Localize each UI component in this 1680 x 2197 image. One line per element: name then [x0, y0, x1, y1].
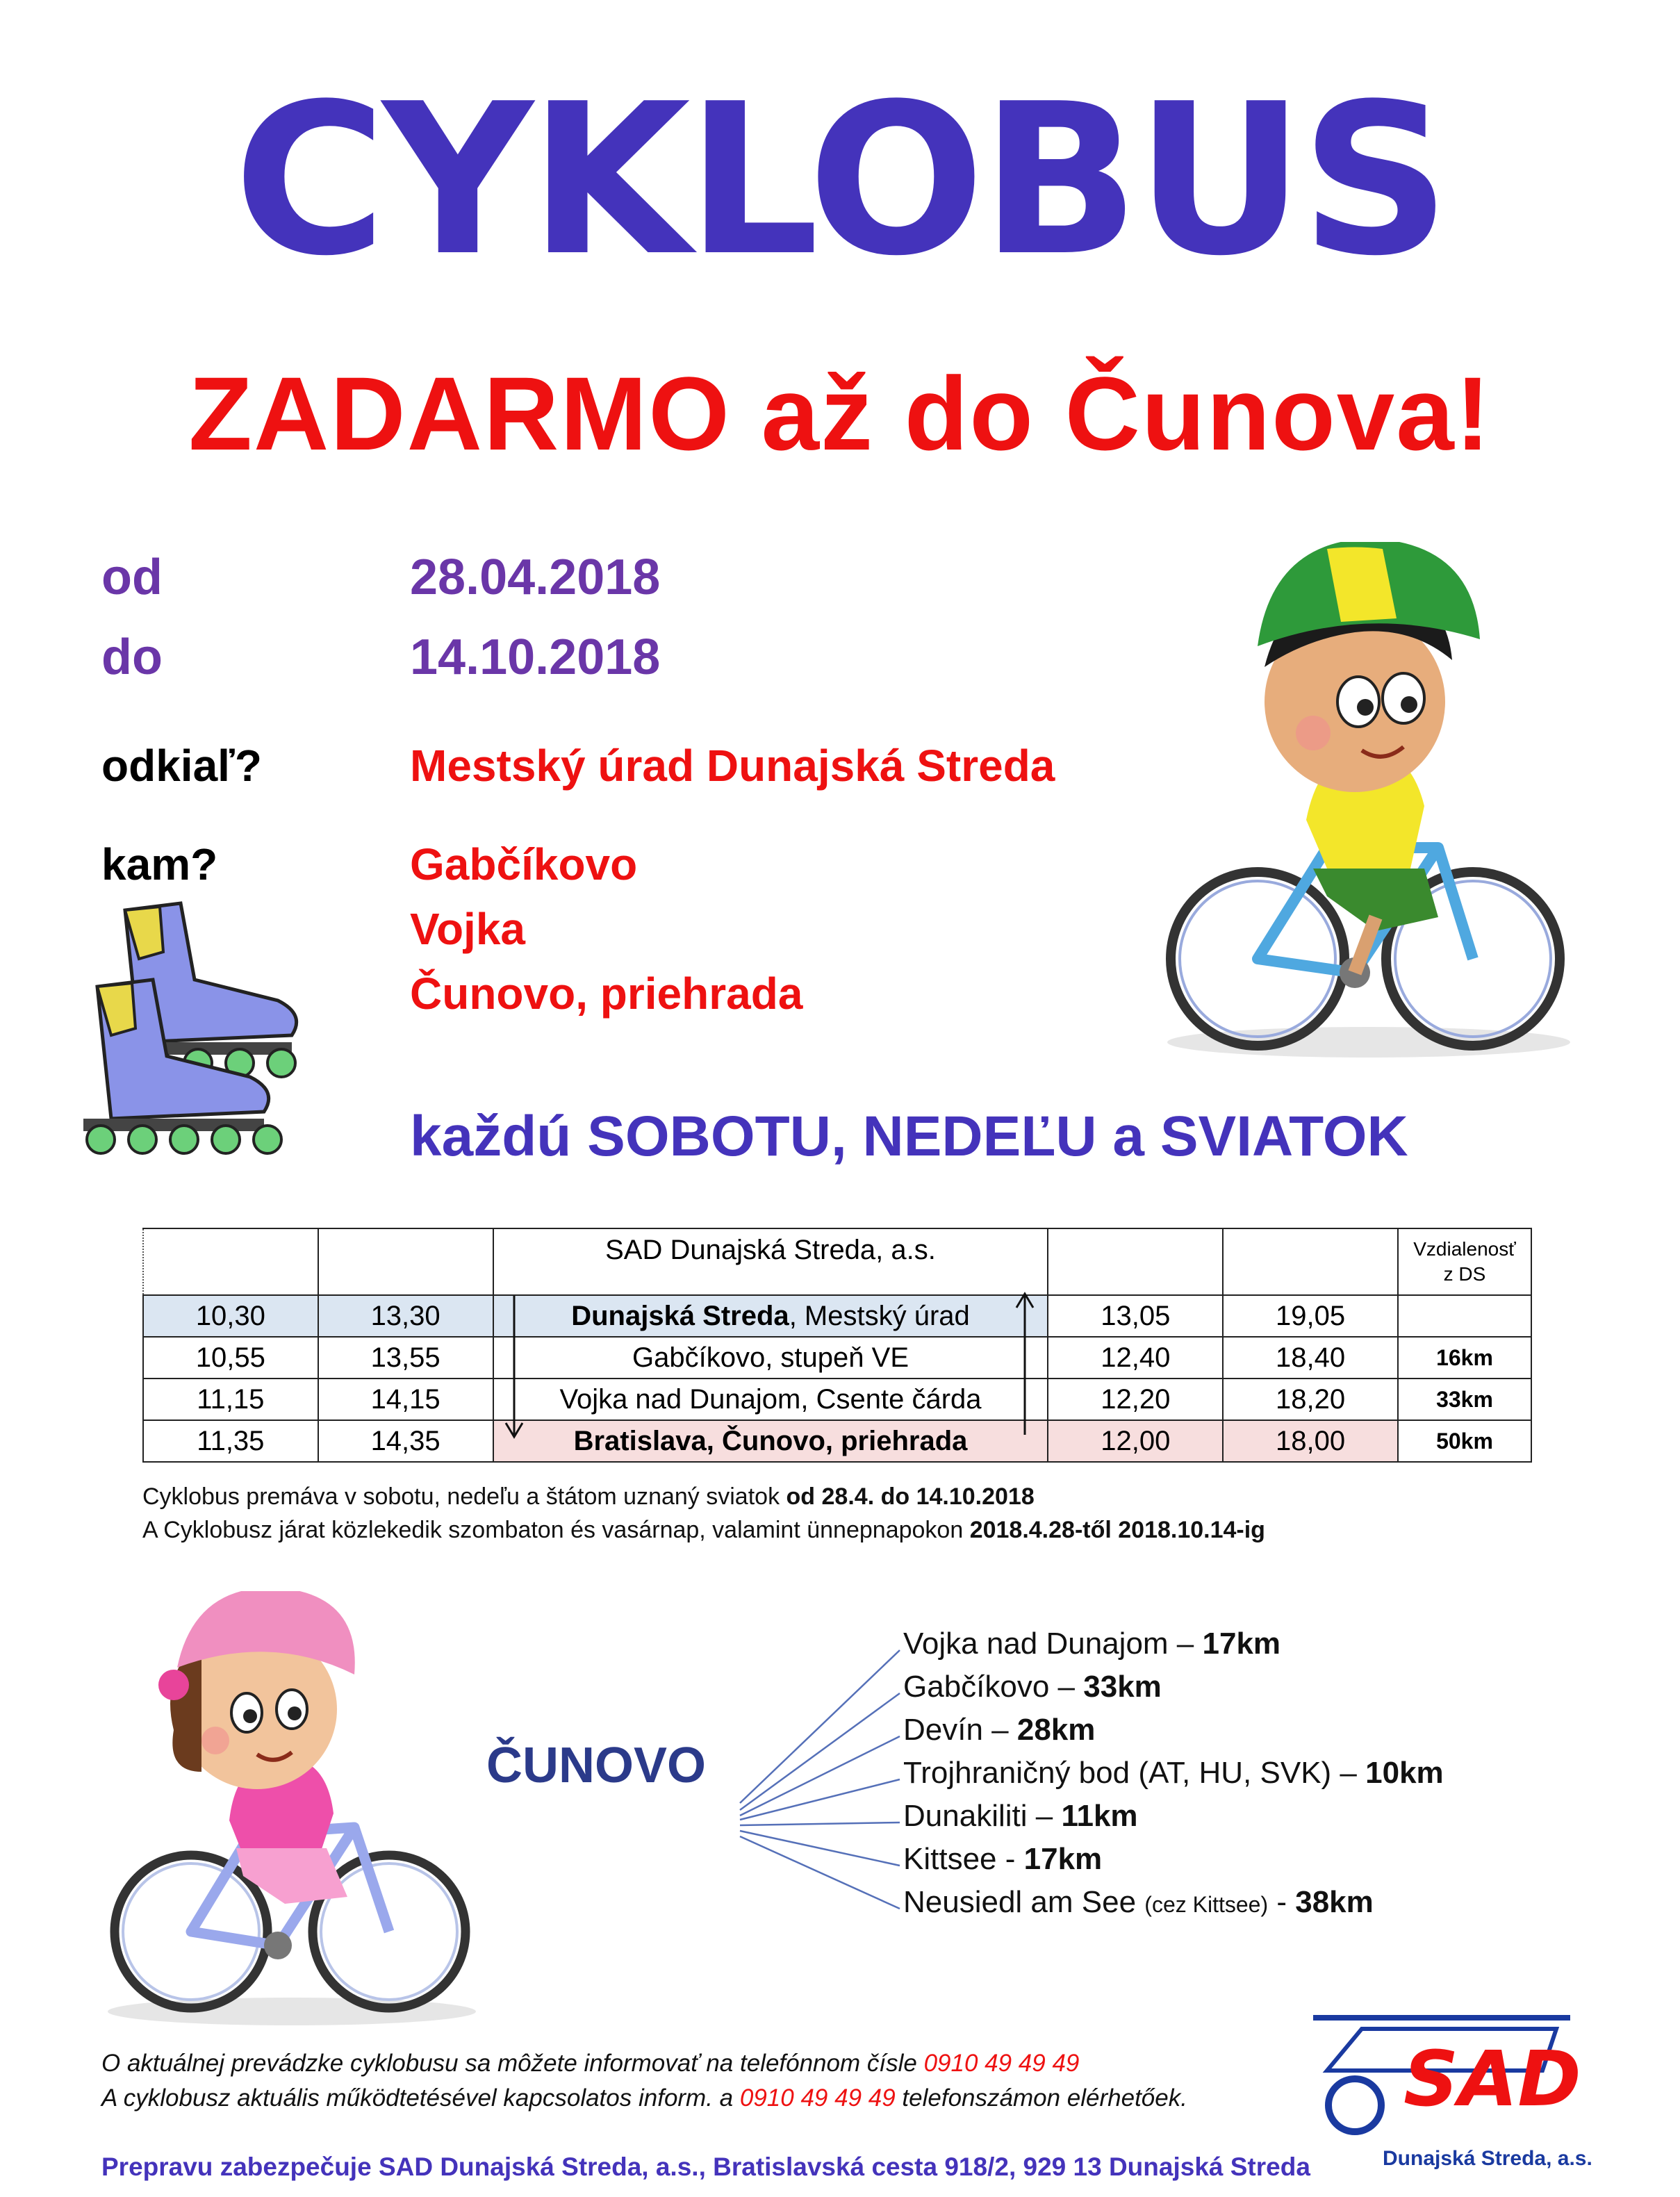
provider-info: Prepravu zabezpečuje SAD Dunajská Streda, a.s., Bratislavská cesta 918/2, 929 13 Dunajská Streda: [101, 2153, 1310, 2181]
to-value-3: Čunovo, priehrada: [410, 969, 803, 1019]
timetable-header-row: [143, 1228, 1531, 1295]
do-date: 14.10.2018: [410, 630, 661, 685]
arrow-up-icon: [1011, 1289, 1039, 1438]
to-value-1: Gabčíkovo: [410, 839, 638, 889]
departure-time: 13,55: [318, 1337, 493, 1379]
from-label: odkiaľ?: [101, 741, 262, 791]
departure-time: 10,55: [143, 1337, 318, 1379]
return-time: 18,40: [1223, 1337, 1398, 1379]
return-time: 12,40: [1048, 1337, 1223, 1379]
stop-name: Bratislava, Čunovo, priehrada: [493, 1420, 1048, 1462]
return-time: 12,00: [1048, 1420, 1223, 1462]
od-label: od: [101, 550, 163, 605]
list-item: Kittsee - 17km: [903, 1842, 1103, 1876]
timetable-row: [143, 1379, 1531, 1420]
to-label: kam?: [101, 839, 218, 889]
poster-title: CYKLOBUS: [233, 59, 1447, 302]
logo-subtext: Dunajská Streda, a.s.: [1383, 2147, 1592, 2170]
return-time: 13,05: [1048, 1295, 1223, 1337]
distance-km: 16km: [1398, 1337, 1531, 1379]
distance-km: [1398, 1295, 1531, 1337]
contact-sk: O aktuálnej prevádzke cyklobusu sa môžete informovať na telefónnom čísle 0910 49 49 49: [101, 2050, 1080, 2077]
return-time: 12,20: [1048, 1379, 1223, 1420]
cunovo-label: ČUNOVO: [486, 1738, 707, 1793]
departure-time: 11,15: [143, 1379, 318, 1420]
stop-name: Vojka nad Dunajom, Csente čárda: [493, 1379, 1048, 1420]
to-value-2: Vojka: [410, 904, 525, 954]
departure-time: 13,30: [318, 1295, 493, 1337]
departure-time: 14,15: [318, 1379, 493, 1420]
list-item: Trojhraničný bod (AT, HU, SVK) – 10km: [903, 1756, 1444, 1790]
stop-name: Gabčíkovo, stupeň VE: [493, 1337, 1048, 1379]
operating-days: každú SOBOTU, NEDEĽU a SVIATOK: [410, 1105, 1408, 1168]
return-time: 19,05: [1223, 1295, 1398, 1337]
departure-time: 10,30: [143, 1295, 318, 1337]
distance-header: Vzdialenosť z DS: [1398, 1228, 1531, 1295]
list-item: Dunakiliti – 11km: [903, 1799, 1138, 1833]
sad-logo: [1306, 2001, 1598, 2154]
schedule-notes: [142, 1480, 1265, 1547]
stop-name: Dunajská Streda, Mestský úrad: [493, 1295, 1048, 1337]
girl-cyclist-illustration: [97, 1591, 486, 2036]
list-item: Vojka nad Dunajom – 17km: [903, 1627, 1281, 1661]
timetable-company: SAD Dunajská Streda, a.s.: [493, 1228, 1048, 1295]
list-item: Devín – 28km: [903, 1713, 1096, 1747]
contact-info: [101, 2046, 1187, 2116]
return-time: 18,20: [1223, 1379, 1398, 1420]
timetable-row: [143, 1337, 1531, 1379]
departure-time: 11,35: [143, 1420, 318, 1462]
do-label: do: [101, 630, 163, 685]
inline-skates-illustration: [69, 896, 333, 1188]
distance-km: 33km: [1398, 1379, 1531, 1420]
arrow-down-icon: [500, 1292, 528, 1442]
from-value: Mestský úrad Dunajská Streda: [410, 741, 1055, 791]
phone-number: 0910 49 49 49: [923, 2050, 1080, 2077]
phone-number: 0910 49 49 49: [739, 2084, 896, 2112]
destination-list: [903, 1622, 1444, 1926]
poster-subtitle: ZADARMO až do Čunova!: [188, 355, 1492, 472]
note-sk: Cyklobus premáva v sobotu, nedeľu a štátom uznaný sviatok od 28.4. do 14.10.2018: [142, 1483, 1035, 1510]
list-item: Neusiedl am See (cez Kittsee) - 38km: [903, 1885, 1374, 1919]
logo-text: SAD: [1403, 2034, 1581, 2123]
destination-rays: [736, 1636, 903, 1963]
timetable: [142, 1228, 1532, 1463]
departure-time: 14,35: [318, 1420, 493, 1462]
note-hu: A Cyklobusz járat közlekedik szombaton és vasárnap, valamint ünnepnapokon 2018.4.28-től 2018.10.14-ig: [142, 1517, 1265, 1543]
distance-km: 50km: [1398, 1420, 1531, 1462]
od-date: 28.04.2018: [410, 550, 661, 605]
timetable-row: [143, 1295, 1531, 1337]
return-time: 18,00: [1223, 1420, 1398, 1462]
list-item: Gabčíkovo – 33km: [903, 1670, 1162, 1704]
boy-cyclist-illustration: [1146, 542, 1577, 1070]
contact-hu: A cyklobusz aktuális működtetésével kapcsolatos inform. a 0910 49 49 49 telefonszámon elérhetőek.: [101, 2084, 1187, 2112]
timetable-row: [143, 1420, 1531, 1462]
